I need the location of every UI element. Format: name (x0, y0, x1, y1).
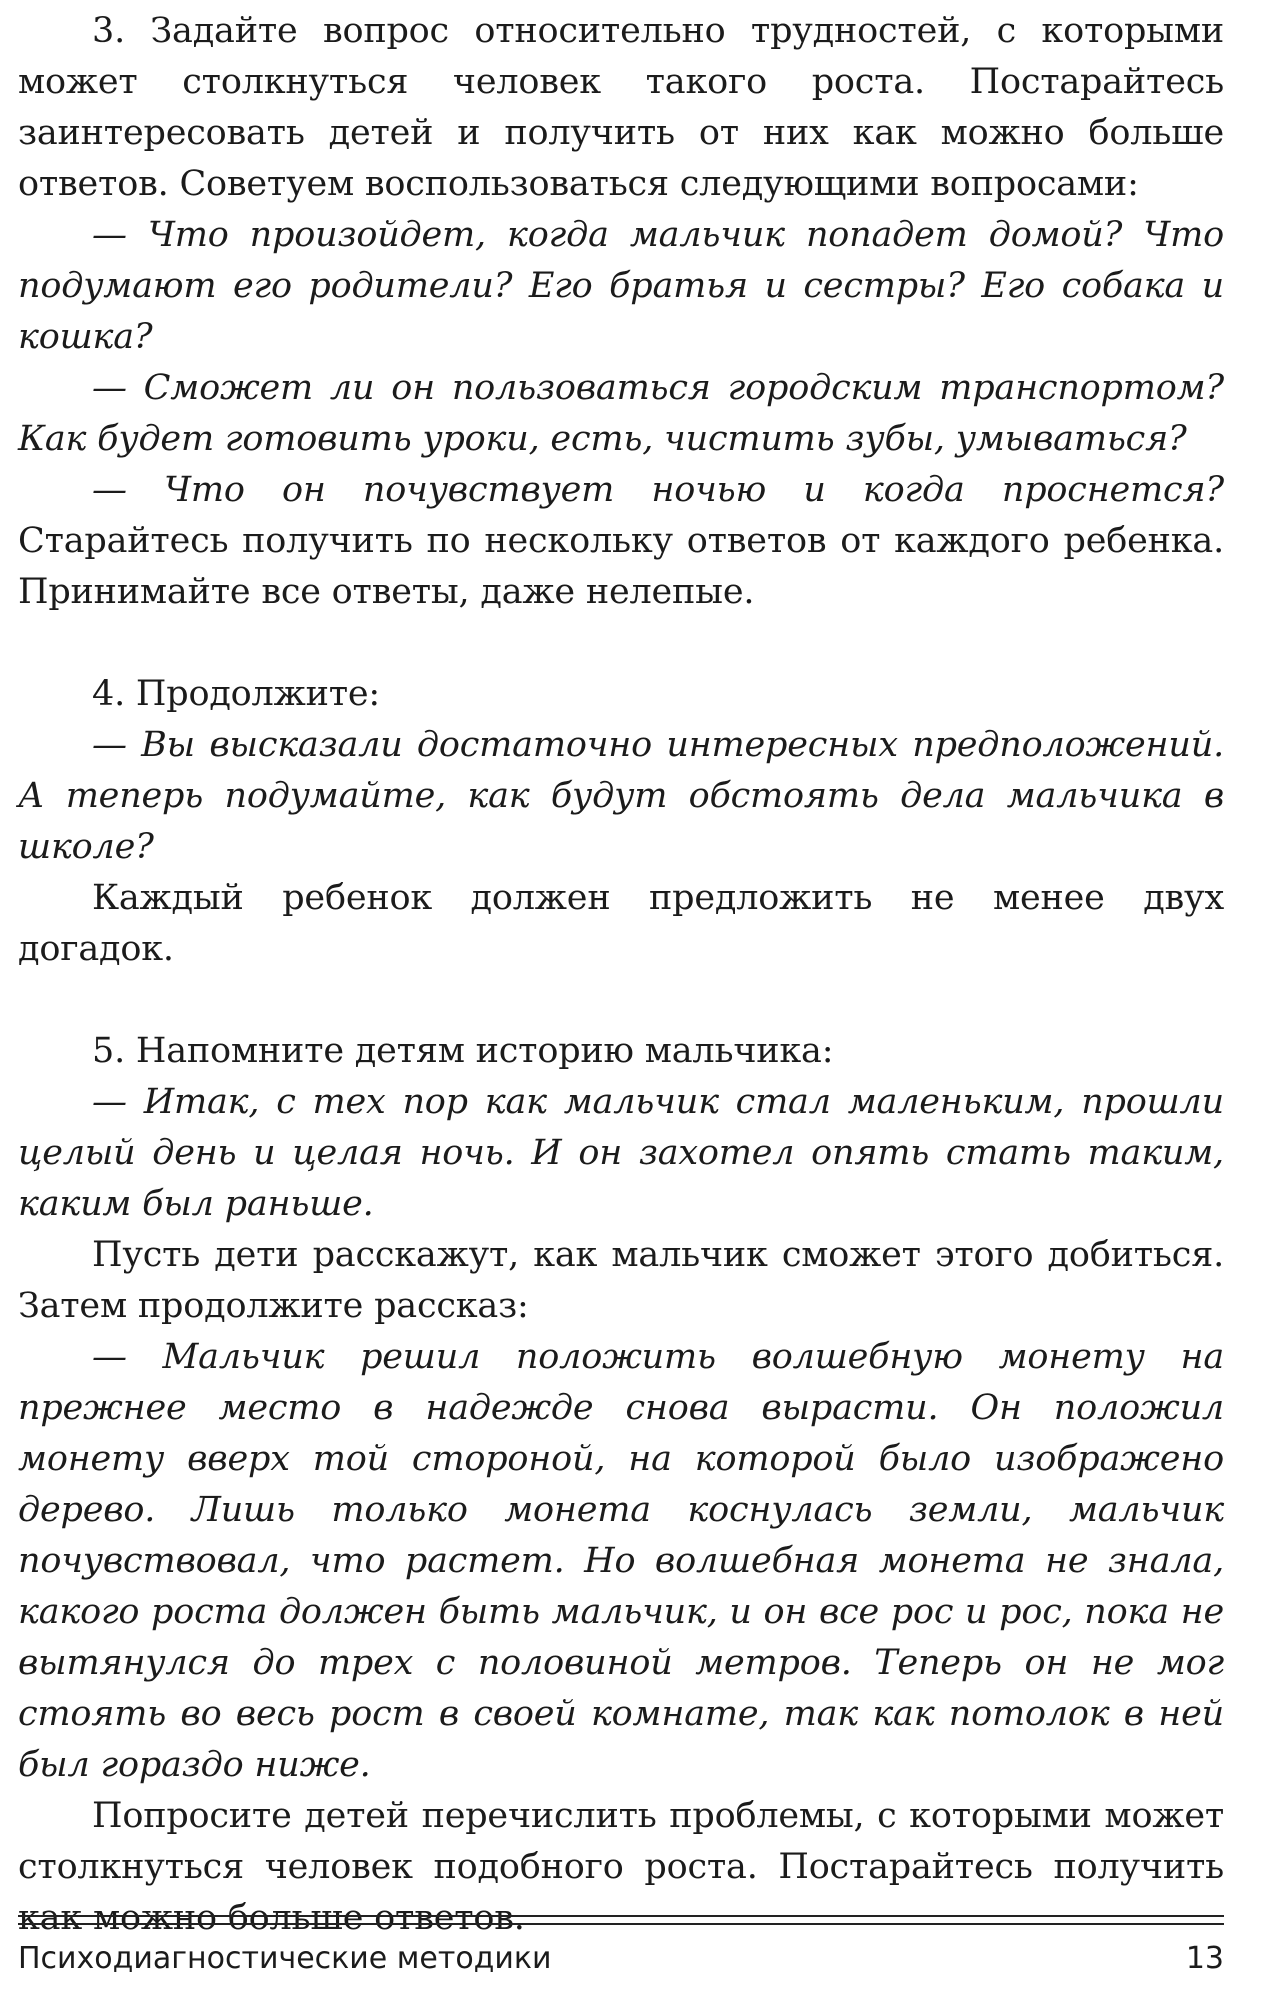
paragraph-step-3: 3. Задайте вопрос относительно трудностей, с которыми может столкнуться человек такого роста. Постарайтесь заинтересовать детей и получить от них как можно больше ответов. Советуем воспользоваться следующими вопросами: (18, 11, 1224, 204)
paragraph-story-coin: — Мальчик решил положить волшебную монету на прежнее место в надежде снова вырасти. Он положил монету вверх той стороной, на которой было изображено дерево. Лишь только монета коснулась земли, мальчик почувствовал, что растет. Но волшебная монета не знала, какого роста должен быть мальчик, и он все рос и рос, пока не вытянулся до трех с половиной метров. Теперь он не мог стоять во весь рост в своей комнате, так как потолок в ней был гораздо ниже. (18, 1337, 1224, 1785)
paragraph-list-problems: Попросите детей перечислить проблемы, с которыми может столкнуться человек подобного роста. Постарайтесь получить как можно больше ответов. (18, 1796, 1224, 1938)
paragraph-gap (18, 618, 1224, 669)
paragraph-question-home: — Что произойдет, когда мальчик попадет домой? Что подумают его родители? Его братья и сестры? Его собака и кошка? (18, 215, 1224, 357)
question-night-instruction: Старайтесь получить по нескольку ответов от каждого ребенка. Принимайте все ответы, даже нелепые. (18, 521, 1224, 612)
page-body (18, 6, 1224, 1944)
footer-rule-top (18, 1915, 1224, 1917)
paragraph-gap (18, 975, 1224, 1026)
paragraph-question-transport: — Сможет ли он пользоваться городским транспортом? Как будет готовить уроки, есть, чистить зубы, умываться? (18, 368, 1224, 459)
footer-title: Психодиагностические методики (18, 1941, 552, 1976)
paragraph-step-4: 4. Продолжите: (92, 674, 380, 714)
paragraph-guesses: Каждый ребенок должен предложить не менее двух догадок. (18, 878, 1224, 969)
question-night-italic: — Что он почувствует ночью и когда проснется? (92, 470, 1224, 510)
paragraph-story-recap: — Итак, с тех пор как мальчик стал маленьким, прошли целый день и целая ночь. И он захотел опять стать таким, каким был раньше. (18, 1082, 1224, 1224)
paragraph-question-school: — Вы высказали достаточно интересных предположений. А теперь подумайте, как будут обстоять дела мальчика в школе? (18, 725, 1224, 867)
paragraph-step-5: 5. Напомните детям историю мальчика: (92, 1031, 834, 1071)
page-number: 13 (1185, 1941, 1224, 1976)
page-footer (18, 1915, 1224, 1976)
paragraph-continue-story: Пусть дети расскажут, как мальчик сможет этого добиться. Затем продолжите рассказ: (18, 1235, 1224, 1326)
paragraph-question-night (18, 465, 1224, 618)
footer-rule-bottom (18, 1923, 1224, 1925)
footer-row (18, 1941, 1224, 1976)
